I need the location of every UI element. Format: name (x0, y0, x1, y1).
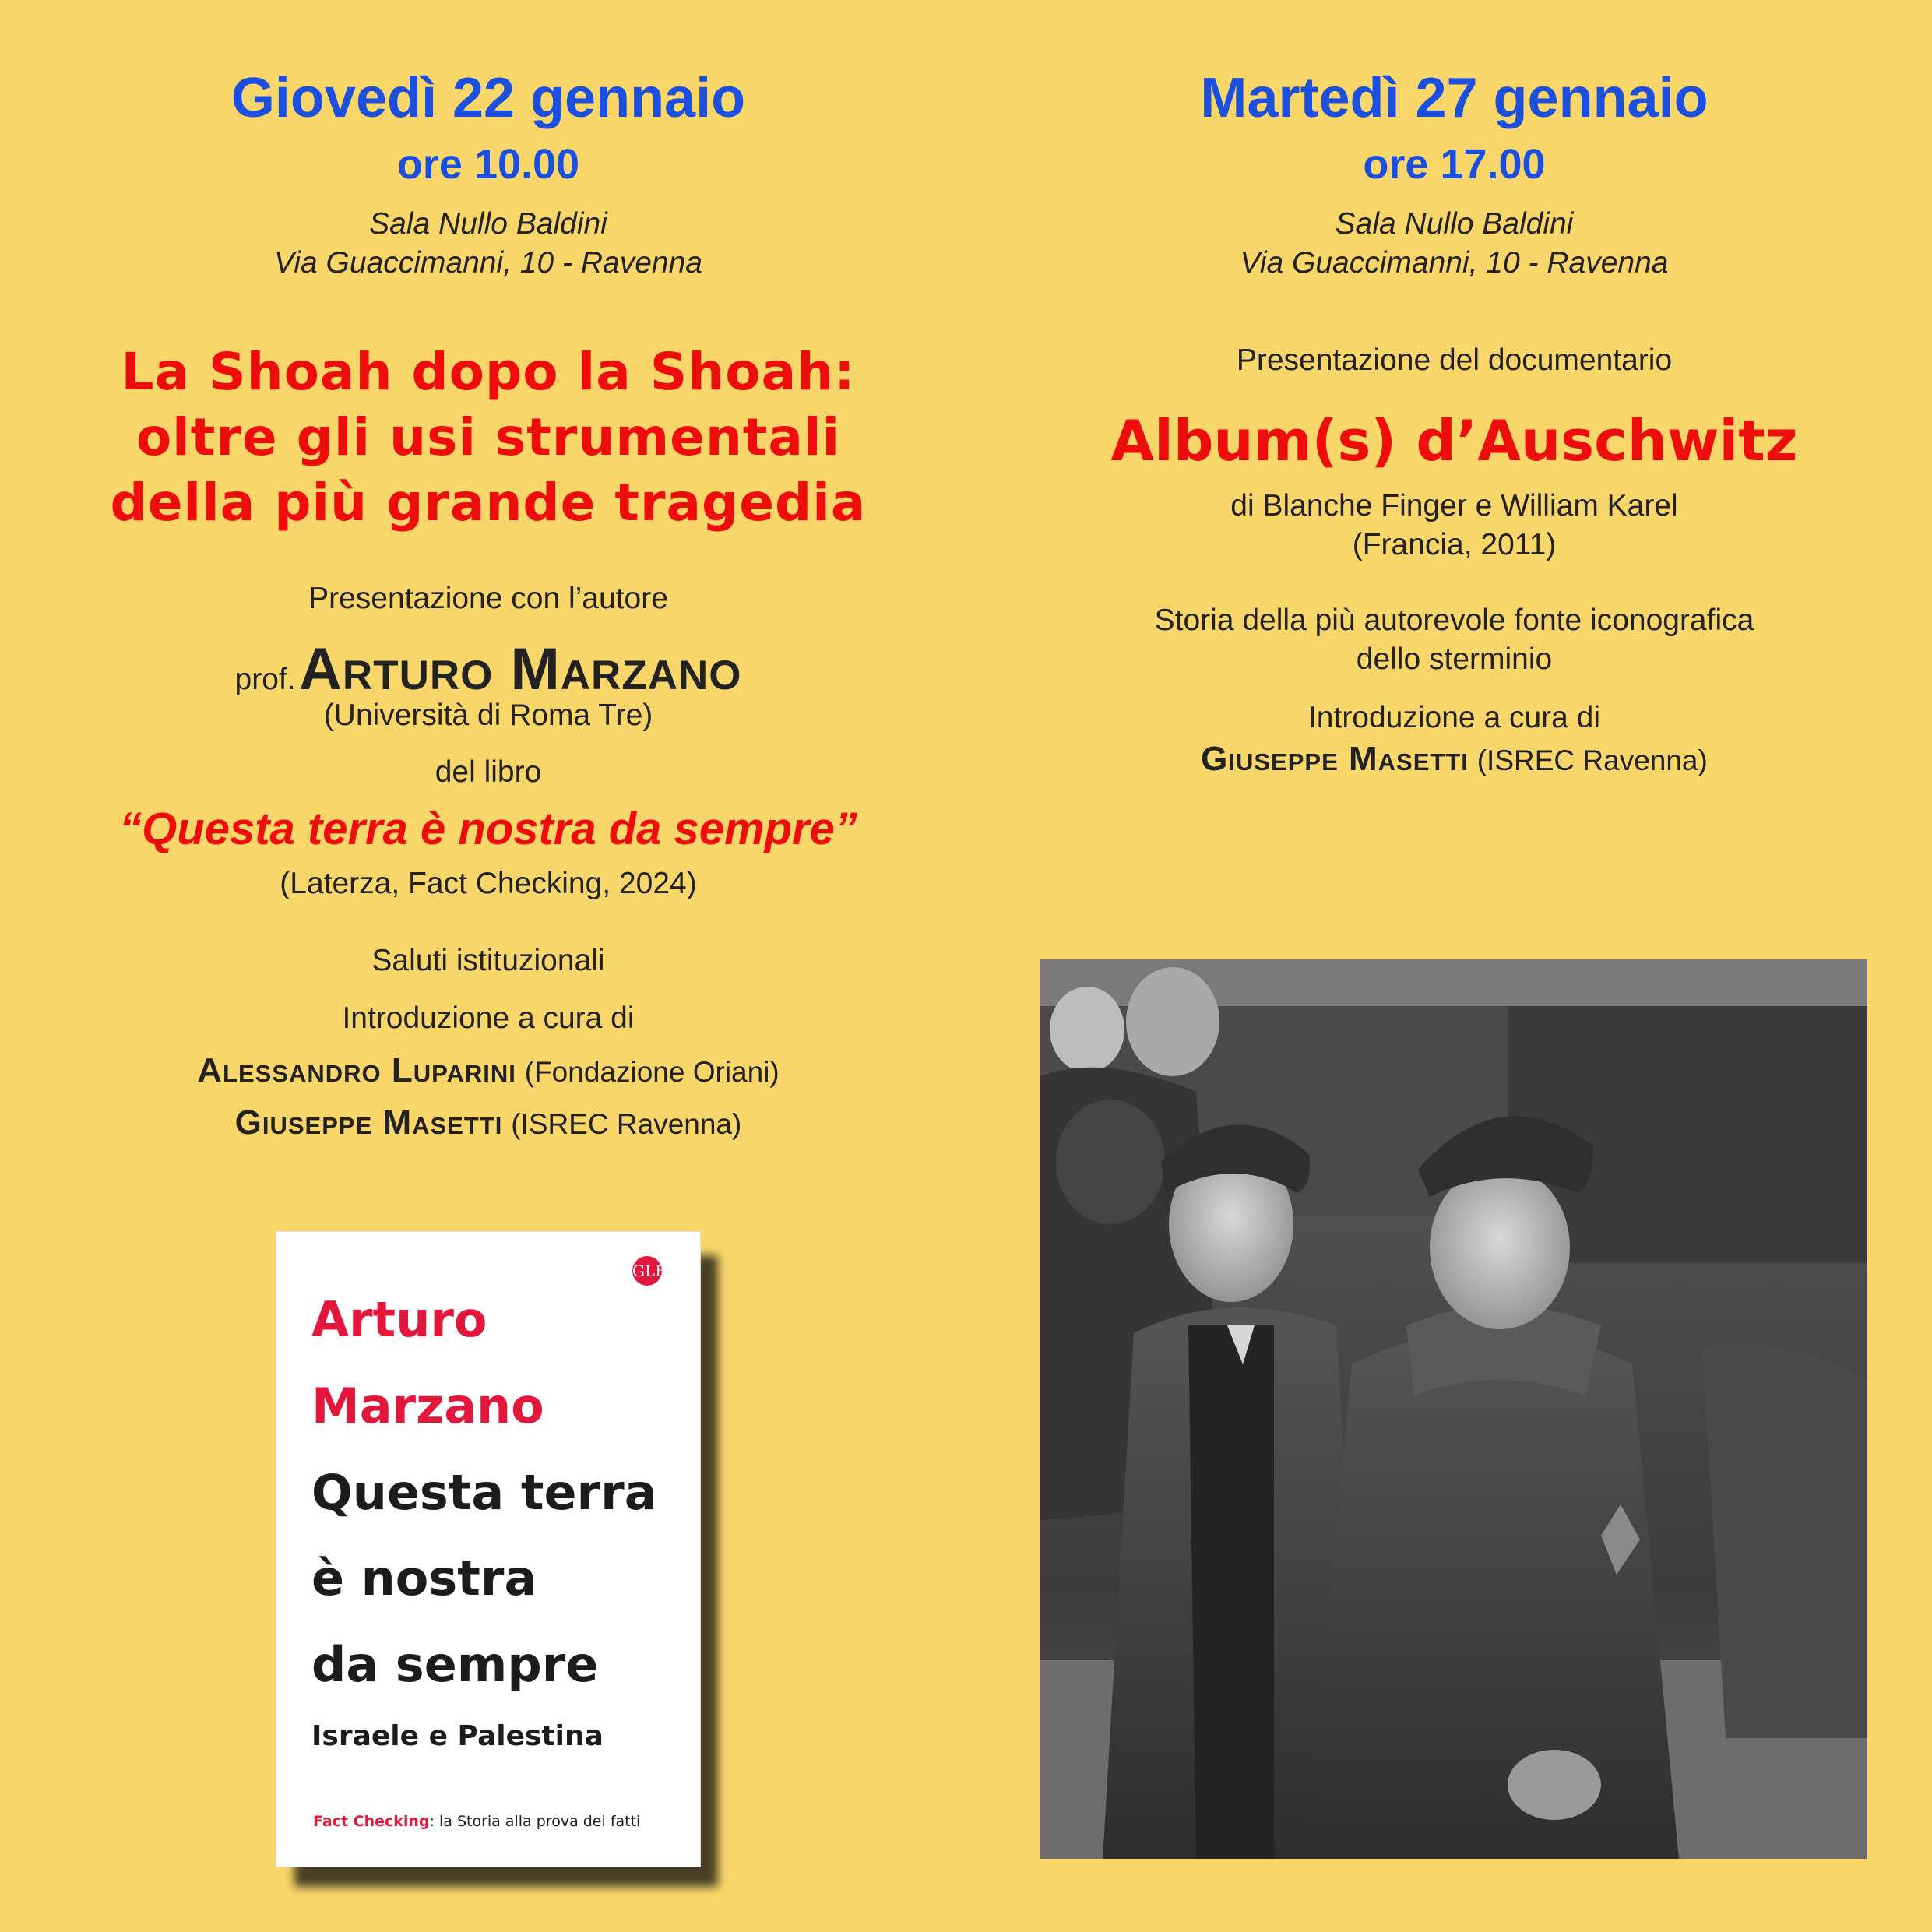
left-time: ore 10.00 (396, 141, 580, 188)
film-title: Album(s) d’Auschwitz (1110, 408, 1798, 473)
author-name: Arturo Marzano (299, 636, 742, 702)
left-title-line1: La Shoah dopo la Shoah: (121, 342, 856, 402)
book-publisher: (Laterza, Fact Checking, 2024) (280, 867, 697, 900)
cover-title-line2: è nostra (311, 1550, 537, 1606)
right-time: ore 17.00 (1363, 141, 1546, 188)
speaker1 (0, 1051, 977, 1092)
cover-author-line1: Arturo (311, 1291, 487, 1348)
cover-series (313, 1813, 640, 1830)
cover-author-line2: Marzano (311, 1378, 544, 1434)
left-title-line3: della più grande tragedia (110, 473, 867, 533)
publisher-logo-icon: GLF (632, 1256, 662, 1286)
film-directors: di Blanche Finger e William Karel (1230, 489, 1678, 523)
right-speaker-org: (ISREC Ravenna) (1476, 744, 1708, 776)
film-desc-line1: Storia della più autorevole fonte iconografica (1154, 604, 1754, 637)
cover-title-line1: Questa terra (311, 1464, 657, 1521)
left-date: Giovedì 22 gennaio (231, 67, 746, 129)
speaker1-name: Alessandro Luparini (197, 1051, 516, 1089)
left-title-line2: oltre gli usi strumentali (135, 407, 841, 467)
left-presentation: Presentazione con l’autore (308, 582, 668, 615)
speaker2-name: Giuseppe Masetti (234, 1103, 503, 1142)
speaker1-org: (Fondazione Oriani) (524, 1056, 779, 1088)
greetings: Saluti istituzionali (371, 944, 605, 977)
cover-title-line3: da sempre (311, 1636, 599, 1693)
film-country-year: (Francia, 2011) (1352, 528, 1557, 561)
prof-prefix: prof. (234, 663, 296, 696)
book-title: “Questa terra è nostra da sempre” (119, 804, 857, 854)
right-venue (977, 205, 1932, 283)
photo-illustration (1040, 959, 1867, 1859)
speaker2-org: (ISREC Ravenna) (511, 1108, 742, 1140)
left-author (0, 636, 977, 702)
historical-photo (1040, 959, 1867, 1859)
right-presentation: Presentazione del documentario (1236, 343, 1673, 377)
book-cover (276, 1231, 701, 1867)
left-venue-line2: Via Guaccimanni, 10 - Ravenna (274, 246, 702, 280)
left-event-title (0, 340, 977, 536)
right-date: Martedì 27 gennaio (1200, 67, 1709, 129)
right-venue-line2: Via Guaccimanni, 10 - Ravenna (1240, 246, 1669, 280)
cover-subtitle: Israele e Palestina (311, 1720, 604, 1752)
right-venue-line1: Sala Nullo Baldini (1335, 207, 1574, 241)
right-intro: Introduzione a cura di (1307, 701, 1601, 734)
left-venue (0, 205, 977, 283)
author-affiliation: (Università di Roma Tre) (323, 699, 653, 732)
left-intro: Introduzione a cura di (342, 1001, 635, 1035)
cover-series-tagline: : la Storia alla prova dei fatti (429, 1813, 641, 1830)
film-desc-line2: dello sterminio (1356, 642, 1553, 676)
right-speaker (977, 740, 1932, 780)
book-intro: del libro (435, 755, 542, 789)
cover-series-name: Fact Checking (313, 1813, 430, 1830)
right-speaker-name: Giuseppe Masetti (1201, 740, 1469, 778)
speaker2 (0, 1103, 977, 1144)
left-venue-line1: Sala Nullo Baldini (369, 207, 607, 241)
